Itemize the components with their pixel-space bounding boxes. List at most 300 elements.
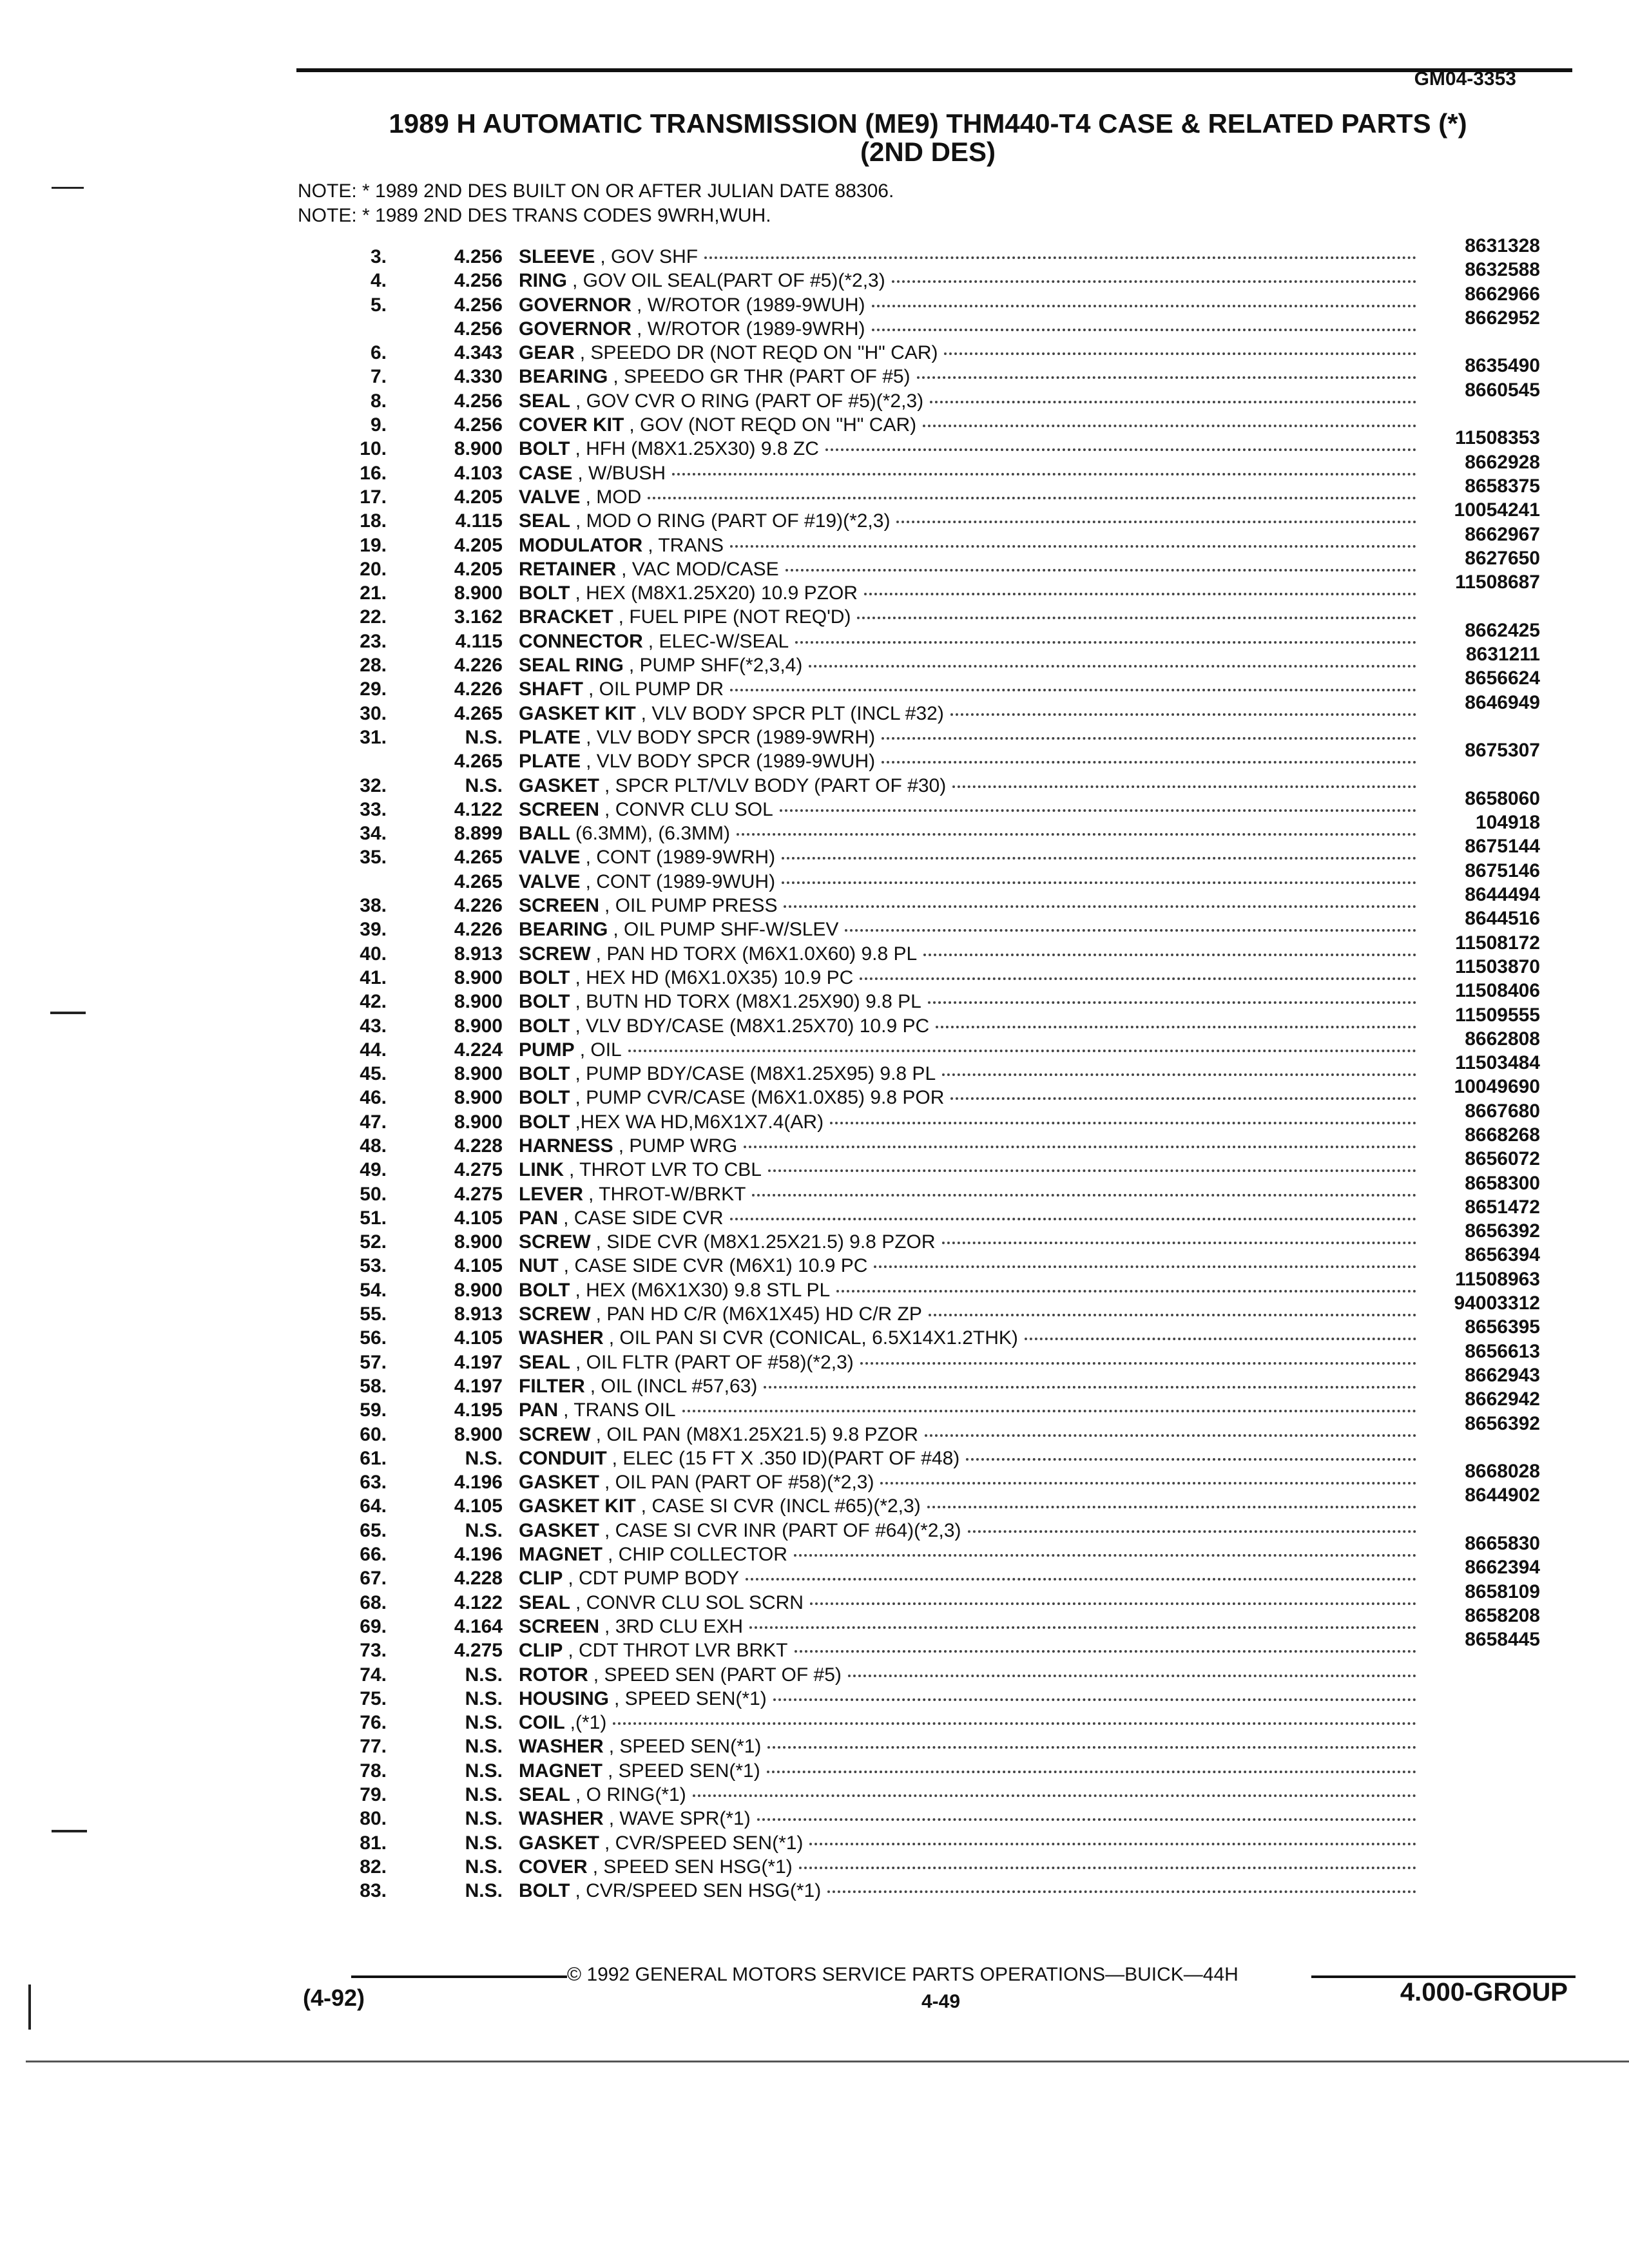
- part-group: 4.196: [454, 1472, 503, 1494]
- part-number: 10049690: [1454, 1076, 1540, 1098]
- part-ref: 67.: [360, 1568, 387, 1590]
- part-detail: , ELEC-W/SEAL: [648, 630, 789, 652]
- part-detail: , VLV BODY SPCR (1989-9WUH): [586, 751, 876, 773]
- bottom-rule: [26, 2061, 1629, 2062]
- dot-leader: [860, 977, 1416, 980]
- part-group: 4.256: [454, 246, 503, 267]
- part-number: 8660545: [1465, 379, 1540, 401]
- part-name: SEAL: [519, 390, 571, 412]
- part-name: BOLT: [519, 1279, 570, 1301]
- part-row: [0, 1855, 1629, 1879]
- dot-leader: [786, 569, 1416, 572]
- part-group: N.S.: [465, 1664, 503, 1686]
- part-name: PAN: [519, 1207, 559, 1229]
- dot-leader: [966, 1458, 1416, 1461]
- part-group: 4.265: [454, 870, 503, 892]
- dot-leader: [682, 1410, 1416, 1412]
- part-row: [0, 355, 1629, 389]
- part-group: N.S.: [465, 726, 503, 748]
- part-name: BOLT: [519, 1015, 570, 1037]
- dot-leader: [950, 1097, 1416, 1100]
- part-name: ROTOR: [519, 1664, 588, 1686]
- part-name: WASHER: [519, 1736, 604, 1758]
- part-group: 4.197: [454, 1375, 503, 1397]
- part-group: 4.226: [454, 655, 503, 677]
- part-name: RING: [519, 270, 567, 292]
- part-name: COVER KIT: [519, 414, 624, 436]
- part-group: 3.162: [454, 606, 503, 628]
- part-name: GOVERNOR: [519, 294, 632, 316]
- part-name: LINK: [519, 1159, 564, 1181]
- dot-leader: [882, 761, 1416, 764]
- part-description: [519, 437, 1416, 461]
- dot-leader: [749, 1626, 1416, 1629]
- part-name: BOLT: [519, 991, 570, 1013]
- part-number: 8656392: [1465, 1412, 1540, 1434]
- part-row: [0, 956, 1629, 990]
- part-row: [0, 1340, 1629, 1374]
- part-detail: , CONVR CLU SOL SCRN: [575, 1591, 804, 1613]
- dot-leader: [752, 1194, 1416, 1196]
- part-description: [519, 365, 1416, 389]
- part-detail: , O RING(*1): [575, 1784, 686, 1805]
- document-id: GM04-3353: [1414, 68, 1516, 90]
- part-row: [0, 1244, 1629, 1278]
- dot-leader: [880, 1482, 1416, 1485]
- part-name: PLATE: [519, 726, 581, 748]
- part-ref: 52.: [360, 1231, 387, 1253]
- part-description: [519, 774, 1416, 798]
- part-ref: 64.: [360, 1495, 387, 1517]
- part-description: [519, 1591, 1416, 1615]
- part-detail: , VLV BDY/CASE (M8X1.25X70) 10.9 PC: [575, 1015, 930, 1037]
- part-number: 8658375: [1465, 475, 1540, 497]
- part-ref: 79.: [360, 1784, 387, 1805]
- part-row: [0, 836, 1629, 869]
- part-detail: , GOV CVR O RING (PART OF #5)(*2,3): [575, 390, 924, 412]
- part-description: [519, 533, 1416, 557]
- part-ref: 35.: [360, 847, 387, 869]
- part-description: [519, 1062, 1416, 1086]
- dot-leader: [744, 1146, 1416, 1148]
- dot-leader: [795, 641, 1416, 644]
- part-ref: 73.: [360, 1640, 387, 1662]
- part-row: [0, 1604, 1629, 1639]
- page-number: 4-49: [921, 1991, 961, 2012]
- part-row: [0, 1028, 1629, 1062]
- part-description: [519, 1350, 1416, 1374]
- part-name: GASKET KIT: [519, 702, 636, 724]
- part-name: GASKET: [519, 1832, 600, 1854]
- part-detail: , W/ROTOR (1989-9WUH): [637, 294, 865, 316]
- part-row: [0, 1100, 1629, 1134]
- part-name: NUT: [519, 1255, 559, 1277]
- part-number: 8635490: [1465, 355, 1540, 377]
- scan-mark: [52, 1830, 87, 1832]
- dot-leader: [872, 329, 1416, 331]
- part-group: 8.900: [454, 582, 503, 604]
- part-description: [519, 389, 1416, 413]
- part-detail: , OIL PAN SI CVR (CONICAL, 6.5X14X1.2THK): [608, 1327, 1018, 1349]
- part-row: [0, 812, 1629, 845]
- part-detail: , CASE SIDE CVR: [563, 1207, 724, 1229]
- dot-leader: [872, 305, 1416, 307]
- part-row: [0, 499, 1629, 533]
- part-ref: 40.: [360, 943, 387, 965]
- part-number: 104918: [1475, 812, 1540, 834]
- part-number: 11509555: [1455, 1004, 1540, 1026]
- part-row: [0, 1783, 1629, 1807]
- part-description: [519, 557, 1416, 581]
- part-name: BOLT: [519, 438, 570, 460]
- part-detail: , CASE SI CVR INR (PART OF #64)(*2,3): [604, 1519, 961, 1541]
- part-row: [0, 451, 1629, 485]
- dot-leader: [782, 857, 1416, 860]
- part-description: [519, 1423, 1416, 1446]
- part-ref: 78.: [360, 1760, 387, 1782]
- footer-rule-left: [351, 1975, 567, 1978]
- part-description: [519, 1879, 1416, 1903]
- part-group: 4.115: [455, 510, 503, 532]
- dot-leader: [936, 1026, 1416, 1028]
- part-group: 4.103: [454, 462, 503, 484]
- part-name: BOLT: [519, 1087, 570, 1109]
- part-number: 11503870: [1455, 956, 1540, 977]
- dot-leader: [767, 1771, 1416, 1773]
- part-name: SCREW: [519, 943, 591, 965]
- part-ref: 54.: [360, 1279, 387, 1301]
- part-row: [0, 908, 1629, 941]
- dot-leader: [746, 1578, 1416, 1581]
- part-name: SEAL: [519, 510, 571, 532]
- part-ref: 20.: [360, 558, 387, 580]
- part-ref: 34.: [360, 823, 387, 845]
- part-detail: , CASE SIDE CVR (M6X1) 10.9 PC: [563, 1255, 868, 1277]
- part-description: [519, 1038, 1416, 1062]
- part-group: 4.256: [454, 318, 503, 340]
- part-ref: 80.: [360, 1808, 387, 1830]
- part-description: [519, 1182, 1416, 1206]
- part-group: N.S.: [465, 1712, 503, 1734]
- part-name: CASE: [519, 462, 573, 484]
- part-group: 4.105: [454, 1327, 503, 1349]
- part-row: [0, 523, 1629, 557]
- part-description: [519, 1615, 1416, 1639]
- part-ref: 50.: [360, 1183, 387, 1205]
- part-detail: , OIL PAN (PART OF #58)(*2,3): [604, 1472, 874, 1494]
- dot-leader: [730, 1218, 1416, 1220]
- part-name: BEARING: [519, 366, 608, 388]
- dot-leader: [613, 1722, 1416, 1725]
- part-description: [519, 1783, 1416, 1807]
- part-description: [519, 629, 1416, 653]
- part-ref: 29.: [360, 678, 387, 700]
- dot-leader: [704, 256, 1416, 259]
- dot-leader: [757, 1818, 1416, 1821]
- part-group: 4.195: [454, 1399, 503, 1421]
- part-detail: , OIL PUMP SHF-W/SLEV: [613, 919, 839, 941]
- part-row: [0, 1485, 1629, 1518]
- dot-leader: [648, 497, 1416, 499]
- dot-leader: [848, 1675, 1416, 1677]
- part-number: 11508353: [1455, 427, 1540, 449]
- part-group: 4.256: [454, 414, 503, 436]
- part-description: [519, 1374, 1416, 1398]
- part-row: [0, 1759, 1629, 1783]
- part-row: [0, 691, 1629, 726]
- dot-leader: [892, 280, 1416, 283]
- part-ref: 45.: [360, 1063, 387, 1085]
- part-detail: , SPEED SEN(*1): [608, 1760, 760, 1782]
- part-name: SLEEVE: [519, 246, 595, 267]
- part-group: 8.900: [454, 1063, 503, 1085]
- part-ref: 56.: [360, 1327, 387, 1349]
- part-description: [519, 1206, 1416, 1230]
- part-row: [0, 1052, 1629, 1086]
- part-group: 8.899: [454, 823, 503, 845]
- part-detail: , CVR/SPEED SEN HSG(*1): [575, 1880, 822, 1902]
- part-row: [0, 774, 1629, 798]
- part-row: [0, 1581, 1629, 1615]
- dot-leader: [845, 929, 1416, 932]
- part-row: [0, 475, 1629, 509]
- part-name: HARNESS: [519, 1135, 613, 1157]
- part-name: BOLT: [519, 1063, 570, 1085]
- dot-leader: [628, 1050, 1416, 1052]
- part-description: [519, 1158, 1416, 1182]
- part-row: [0, 1687, 1629, 1711]
- part-group: 8.900: [454, 991, 503, 1013]
- part-row: [0, 572, 1629, 605]
- part-row: [0, 1412, 1629, 1446]
- part-group: 4.275: [454, 1159, 503, 1181]
- part-description: [519, 1302, 1416, 1326]
- part-ref: 77.: [360, 1736, 387, 1758]
- part-name: VALVE: [519, 486, 581, 508]
- part-ref: 31.: [360, 726, 387, 748]
- part-ref: 46.: [360, 1087, 387, 1109]
- part-group: 4.256: [454, 294, 503, 316]
- part-group: N.S.: [465, 1808, 503, 1830]
- part-detail: , HEX (M6X1X30) 9.8 STL PL: [575, 1279, 831, 1301]
- part-detail: , W/ROTOR (1989-9WRH): [637, 318, 865, 340]
- part-name: SCREEN: [519, 895, 600, 917]
- part-row: [0, 1663, 1629, 1687]
- part-description: [519, 1110, 1416, 1134]
- part-name: FILTER: [519, 1375, 585, 1397]
- part-group: N.S.: [465, 1832, 503, 1854]
- dot-leader: [860, 1362, 1416, 1365]
- part-row: [0, 307, 1629, 341]
- revision-date: (4-92): [303, 1984, 365, 2011]
- part-detail: , CHIP COLLECTOR: [608, 1544, 787, 1566]
- part-number: 8644902: [1465, 1485, 1540, 1506]
- part-description: [519, 1254, 1416, 1278]
- dot-leader: [923, 425, 1416, 427]
- part-description: [519, 1230, 1416, 1254]
- dot-leader: [928, 1001, 1416, 1004]
- part-number: 8675144: [1465, 836, 1540, 858]
- part-group: 4.265: [454, 751, 503, 773]
- part-detail: , W/BUSH: [577, 462, 666, 484]
- dot-leader: [825, 448, 1416, 451]
- dot-leader: [864, 593, 1416, 595]
- part-ref: 63.: [360, 1472, 387, 1494]
- part-group: N.S.: [465, 1760, 503, 1782]
- part-ref: 69.: [360, 1615, 387, 1637]
- part-detail: , CDT THROT LVR BRKT: [568, 1640, 788, 1662]
- dot-leader: [968, 1530, 1417, 1533]
- part-name: GASKET: [519, 774, 600, 796]
- part-description: [519, 798, 1416, 822]
- part-detail: , HFH (M8X1.25X30) 9.8 ZC: [575, 438, 819, 460]
- part-number: 11508687: [1455, 572, 1540, 593]
- part-ref: 65.: [360, 1519, 387, 1541]
- part-detail: , VLV BODY SPCR (1989-9WRH): [586, 726, 876, 748]
- part-name: BOLT: [519, 1880, 570, 1902]
- part-row: [0, 644, 1629, 677]
- part-description: [519, 1398, 1416, 1422]
- part-row: [0, 413, 1629, 437]
- part-ref: 28.: [360, 655, 387, 677]
- part-detail: ,(*1): [570, 1712, 607, 1734]
- part-ref: 75.: [360, 1687, 387, 1709]
- part-detail: , PAN HD C/R (M6X1X45) HD C/R ZP: [595, 1303, 922, 1325]
- part-row: [0, 1557, 1629, 1590]
- dot-leader: [952, 785, 1416, 788]
- part-description: [519, 749, 1416, 773]
- part-group: 8.900: [454, 1279, 503, 1301]
- part-ref: 22.: [360, 606, 387, 628]
- dot-leader: [730, 545, 1416, 548]
- dot-leader: [768, 1169, 1416, 1172]
- dot-leader: [925, 1434, 1416, 1437]
- part-group: 4.226: [454, 919, 503, 941]
- part-name: BRACKET: [519, 606, 613, 628]
- part-number: 8658300: [1465, 1172, 1540, 1194]
- part-description: [519, 942, 1416, 966]
- part-description: [519, 966, 1416, 990]
- part-name: SEAL: [519, 1784, 571, 1805]
- part-detail: , BUTN HD TORX (M8X1.25X90) 9.8 PL: [575, 991, 921, 1013]
- part-name: COVER: [519, 1856, 588, 1878]
- part-group: 8.900: [454, 1087, 503, 1109]
- part-description: [519, 677, 1416, 701]
- part-name: MAGNET: [519, 1544, 602, 1566]
- part-row: [0, 379, 1629, 413]
- note-2: NOTE: * 1989 2ND DES TRANS CODES 9WRH,WUH.: [298, 205, 771, 226]
- part-detail: , CDT PUMP BODY: [568, 1568, 739, 1590]
- part-row: [0, 283, 1629, 317]
- part-row: [0, 1879, 1629, 1903]
- part-number: 8658060: [1465, 787, 1540, 809]
- part-detail: , GOV OIL SEAL(PART OF #5)(*2,3): [572, 270, 885, 292]
- part-row: [0, 1076, 1629, 1110]
- part-detail: , VAC MOD/CASE: [621, 558, 779, 580]
- part-row: [0, 932, 1629, 966]
- part-number: 8662928: [1465, 451, 1540, 473]
- part-name: VALVE: [519, 870, 581, 892]
- part-description: [519, 1446, 1416, 1470]
- part-number: 8656613: [1465, 1340, 1540, 1362]
- part-name: MODULATOR: [519, 534, 643, 556]
- part-name: SHAFT: [519, 678, 583, 700]
- part-ref: 3.: [370, 246, 387, 267]
- part-group: 8.900: [454, 1423, 503, 1445]
- part-ref: 51.: [360, 1207, 387, 1229]
- part-detail: , CONT (1989-9WRH): [585, 847, 776, 869]
- part-description: [519, 461, 1416, 485]
- part-number: 8668268: [1465, 1124, 1540, 1146]
- dot-leader: [780, 809, 1416, 812]
- part-row: [0, 1807, 1629, 1831]
- part-group: 8.900: [454, 1111, 503, 1133]
- part-name: SCREW: [519, 1231, 591, 1253]
- part-detail: , 3RD CLU EXH: [604, 1615, 744, 1637]
- dot-leader: [827, 1890, 1416, 1893]
- dot-leader: [896, 521, 1416, 523]
- part-row: [0, 1220, 1629, 1254]
- part-number: 8656392: [1465, 1220, 1540, 1242]
- part-name: SEAL: [519, 1351, 571, 1373]
- part-ref: 30.: [360, 702, 387, 724]
- part-row: [0, 235, 1629, 269]
- part-detail: , SIDE CVR (M8X1.25X21.5) 9.8 PZOR: [595, 1231, 936, 1253]
- part-group: 4.275: [454, 1640, 503, 1662]
- part-number: 8668028: [1465, 1461, 1540, 1483]
- part-name: SCREEN: [519, 798, 600, 820]
- part-description: [519, 918, 1416, 941]
- part-row: [0, 547, 1629, 581]
- part-detail: , SPEED SEN HSG(*1): [592, 1856, 793, 1878]
- part-row: [0, 427, 1629, 461]
- scan-mark: [52, 187, 84, 189]
- dot-leader: [923, 954, 1416, 956]
- part-detail: , CONT (1989-9WUH): [585, 870, 776, 892]
- part-detail: , OIL: [579, 1039, 622, 1061]
- part-row: [0, 259, 1629, 293]
- part-row: [0, 1629, 1629, 1662]
- part-number: 10054241: [1454, 499, 1540, 521]
- dot-leader: [809, 665, 1416, 668]
- part-description: [519, 341, 1416, 365]
- part-name: GASKET: [519, 1519, 600, 1541]
- part-number: 8656072: [1465, 1148, 1540, 1170]
- part-row: [0, 1196, 1629, 1230]
- part-row: [0, 668, 1629, 701]
- part-group: 4.205: [454, 558, 503, 580]
- part-ref: 7.: [370, 366, 387, 388]
- part-ref: 49.: [360, 1159, 387, 1181]
- part-number: 8662425: [1465, 619, 1540, 641]
- dot-leader: [767, 1746, 1416, 1749]
- part-row: [0, 341, 1629, 365]
- part-name: BEARING: [519, 919, 608, 941]
- part-group: 4.265: [454, 702, 503, 724]
- part-name: RETAINER: [519, 558, 617, 580]
- part-description: [519, 509, 1416, 533]
- part-name: SCREW: [519, 1423, 591, 1445]
- part-description: [519, 702, 1416, 726]
- part-row: [0, 1389, 1629, 1422]
- dot-leader: [929, 1314, 1416, 1316]
- part-detail: , CASE SI CVR (INCL #65)(*2,3): [641, 1495, 921, 1517]
- part-ref: 68.: [360, 1591, 387, 1613]
- dot-leader: [784, 905, 1416, 908]
- part-number: 11508963: [1455, 1268, 1540, 1290]
- part-description: [519, 894, 1416, 918]
- part-detail: , OIL PAN (M8X1.25X21.5) 9.8 PZOR: [595, 1423, 918, 1445]
